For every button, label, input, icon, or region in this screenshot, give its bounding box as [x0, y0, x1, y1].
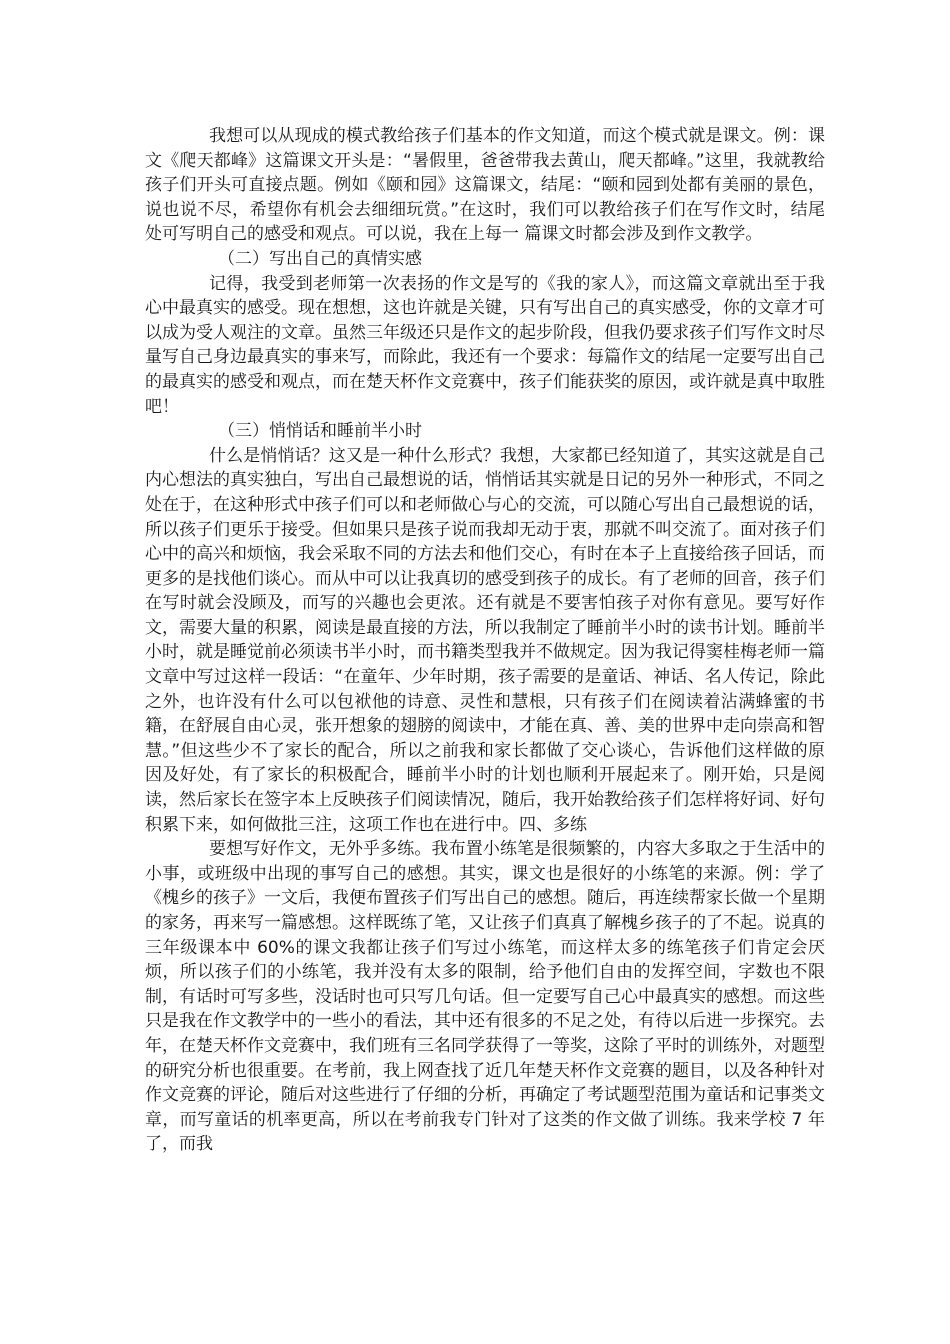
paragraph-true-feelings: 记得，我受到老师第一次表扬的作文是写的《我的家人》，而这篇文章就出至于我心中最真实的感受。现在想想，这也许就是关键，只有写出自己的真实感受，你的文章才可以成为受人观注的文章。虽然三年级还只是作文的起步阶段，但我仍要求孩子们写作文时尽量写自己身边最真实的事来写，而除此，我还有一个要求：每篇作文的结尾一定要写出自己的最真实的感受和观点，而在楚天杯作文竞赛中，孩子们能获奖的原因，或许就是真中取胜吧！ [145, 273, 825, 417]
section-heading-whispers-bedtime: （三）悄悄话和睡前半小时 [218, 421, 422, 442]
document-body [145, 124, 825, 1157]
paragraph-textbook-model: 我想可以从现成的模式教给孩子们基本的作文知道，而这个模式就是课文。例：课文《爬天都峰》这篇课文开头是：“暑假里，爸爸带我去黄山，爬天都峰。”这里，我就教给孩子们开头可直接点题。例如《颐和园》这篇课文，结尾：“颐和园到处都有美丽的景色，说也说不尽，希望你有机会去细细玩赏。”在这时，我们可以教给孩子们在写作文时，结尾处可写明自己的感受和观点。可以说，我在上每一 篇课文时都会涉及到作文教学。 [145, 126, 825, 245]
section-heading-true-feelings: （二）写出自己的真情实感 [218, 248, 422, 269]
paragraph-more-practice: 要想写好作文，无外乎多练。我布置小练笔是很频繁的，内容大多取之于生活中的小事，或班级中出现的事写自己的感想。其实，课文也是很好的小练笔的来源。例：学了《槐乡的孩子》一文后，我便布置孩子们写出自己的感想。随后，再连续帮家长做一个星期的家务，再来写一篇感想。这样既练了笔，又让孩子们真真了解槐乡孩子的了不起。说真的三年级课本中 60%的课文我都让孩子们写过小练笔，而这样太多的练笔孩子们肯定会厌烦，所以孩子们的小练笔，我并没有太多的限制，给予他们自由的发挥空间，字数也不限制，有话时可写多些，没话时也可只写几句话。但一定要写自己心中最真实的感想。而这些只是我在作文教学中的一些小的看法，其中还有很多的不足之处，有待以后进一步探究。去年，在楚天杯作文竞赛中，我们班有三名同学获得了一等奖，这除了平时的训练外，对题型的研究分析也很重要。在考前，我上网查找了近几年楚天杯作文竞赛的题目，以及各种针对作文竞赛的评论，随后对这些进行了仔细的分析，再确定了考试题型范围为童话和记事类文章，而写童话的机率更高，所以在考前我专门针对了这类的作文做了训练。我来学校 7 年了，而我 [145, 839, 825, 1155]
paragraph-whispers-bedtime: 什么是悄悄话？这又是一种什么形式？我想，大家都已经知道了，其实这就是自己内心想法的真实独白，写出自己最想说的话，悄悄话其实就是日记的另外一种形式，不同之处在于，在这种形式中孩子们可以和老师做心与心的交流，可以随心写出自己最想说的话，所以孩子们更乐于接受。但如果只是孩子说而我却无动于衷，那就不叫交流了。面对孩子们心中的高兴和烦恼，我会采取不同的方法去和他们交心，有时在本子上直接给孩子回话，而更多的是找他们谈心。而从中可以让我真切的感受到孩子的成长。有了老师的回音，孩子们在写时就会没顾及，而写的兴趣也会更浓。还有就是不要害怕孩子对你有意见。要写好作文，需要大量的积累，阅读是最直接的方法，所以我制定了睡前半小时的读书计划。睡前半小时，就是睡觉前必须读书半小时，而书籍类型我并不做规定。因为我记得窦桂梅老师一篇文章中写过这样一段话：“在童年、少年时期，孩子需要的是童话、神话、名人传记，除此之外，也许没有什么可以包袱他的诗意、灵性和慧根，只有孩子们在阅读着沾满蜂蜜的书籍，在舒展自由心灵，张开想象的翅膀的阅读中，才能在真、善、美的世界中走向崇高和智慧。”但这些少不了家长的配合，所以之前我和家长都做了交心谈心，告诉他们这样做的原因及好处，有了家长的积极配合，睡前半小时的计划也顺利开展起来了。刚开始，只是阅读，然后家长在签字本上反映孩子们阅读情况，随后，我开始教给孩子们怎样将好词、好句积累下来，如何做批三注，这项工作也在进行中。四、多练 [145, 445, 825, 835]
